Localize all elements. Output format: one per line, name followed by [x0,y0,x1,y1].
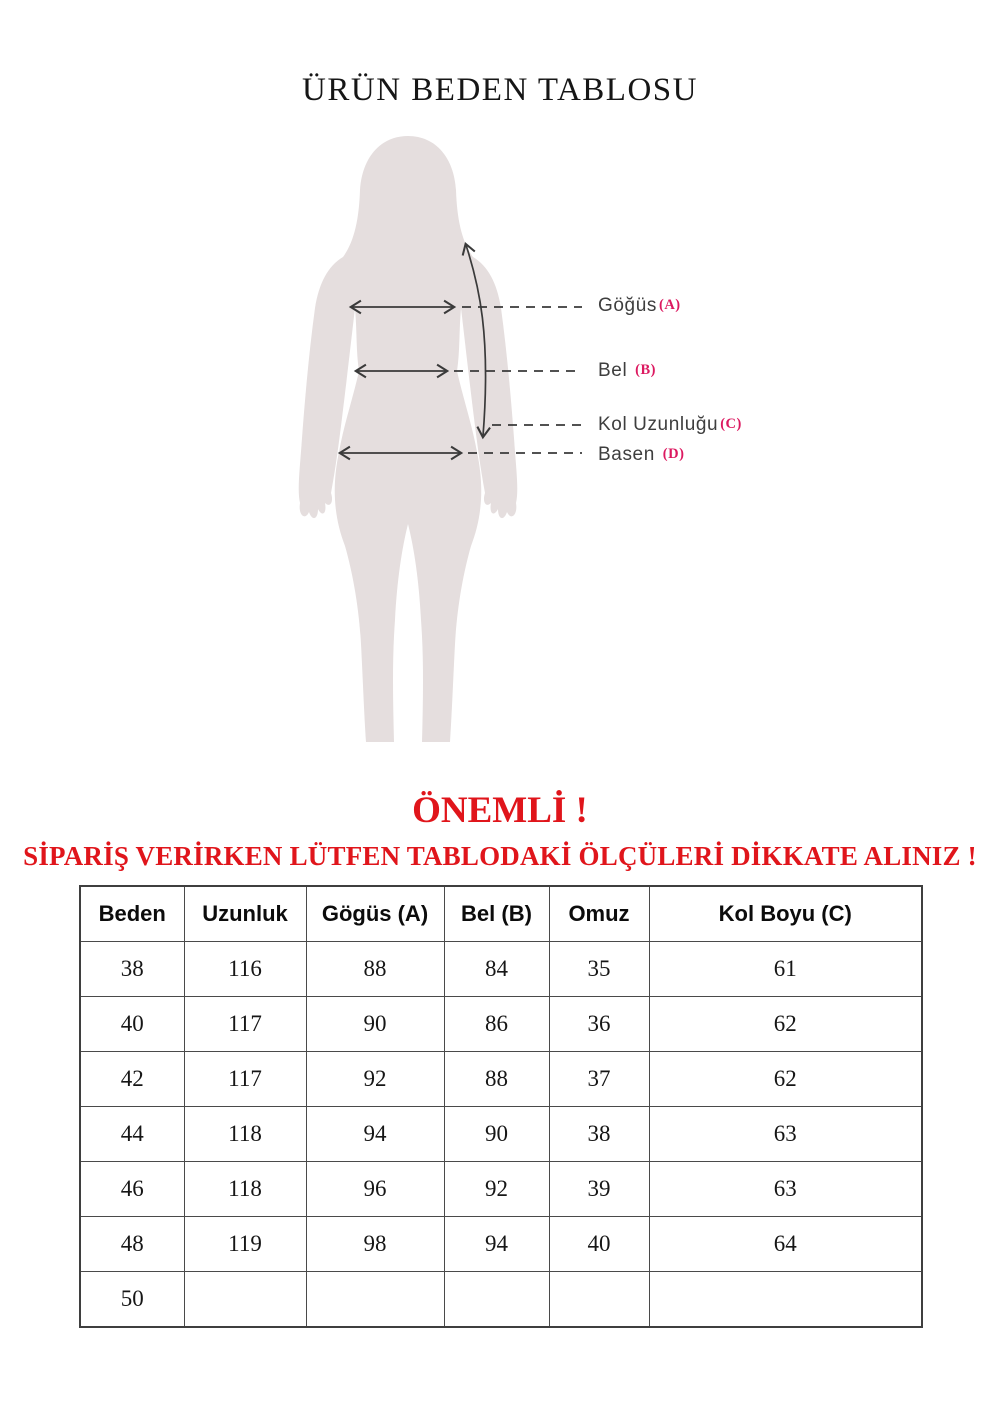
size-table-header-cell: Bel (B) [444,886,549,942]
table-cell [184,1272,306,1328]
measurement-label-hips-text: Basen [598,444,655,465]
table-row [80,942,922,997]
size-table-header-cell: Uzunluk [184,886,306,942]
table-cell: 94 [306,1107,444,1162]
measurement-label-waist-code: (B) [635,362,656,378]
table-cell: 92 [444,1162,549,1217]
table-cell: 117 [184,997,306,1052]
table-cell: 118 [184,1107,306,1162]
table-cell [444,1272,549,1328]
table-cell: 62 [649,997,922,1052]
table-row [80,1107,922,1162]
size-table-header-cell: Omuz [549,886,649,942]
page-title: ÜRÜN BEDEN TABLOSU [302,72,698,108]
table-row [80,1217,922,1272]
table-cell: 42 [80,1052,184,1107]
table-cell: 98 [306,1217,444,1272]
table-cell: 48 [80,1217,184,1272]
table-cell: 46 [80,1162,184,1217]
measurement-label-chest-code: (A) [658,297,681,313]
table-cell: 50 [80,1272,184,1328]
table-cell: 90 [306,997,444,1052]
measurement-label-chest-text: Göğüs [598,295,657,316]
table-cell: 90 [444,1107,549,1162]
table-cell: 118 [184,1162,306,1217]
table-cell: 38 [549,1107,649,1162]
table-cell: 119 [184,1217,306,1272]
measurement-label-waist-text: Bel [598,360,628,381]
size-table-header-cell: Beden [80,886,184,942]
table-cell: 84 [444,942,549,997]
table-cell: 62 [649,1052,922,1107]
table-cell: 64 [649,1217,922,1272]
table-cell: 92 [306,1052,444,1107]
measurement-label-arm-length [598,414,742,437]
measurement-label-arm-length-text: Kol Uzunluğu [598,414,719,435]
size-table-body [80,942,922,1328]
measurement-label-arm-length-code: (C) [720,416,742,432]
measurement-label-waist [598,360,656,383]
table-cell: 94 [444,1217,549,1272]
measurement-label-chest [598,295,681,318]
table-cell [549,1272,649,1328]
table-cell: 63 [649,1107,922,1162]
table-cell: 38 [80,942,184,997]
order-warning-text: SİPARİŞ VERİRKEN LÜTFEN TABLODAKİ ÖLÇÜLERİ DİKKATE ALINIZ ! [23,841,977,871]
table-row [80,1162,922,1217]
size-table [79,885,923,1328]
table-cell: 86 [444,997,549,1052]
measurement-label-hips [598,444,684,467]
table-row [80,1052,922,1107]
table-row [80,1272,922,1328]
size-table-header-cell: Gögüs (A) [306,886,444,942]
table-cell: 44 [80,1107,184,1162]
size-table-header-cell: Kol Boyu (C) [649,886,922,942]
measurement-label-hips-code: (D) [662,446,685,462]
table-cell: 117 [184,1052,306,1107]
table-cell: 116 [184,942,306,997]
size-table-header-row [80,886,922,942]
table-cell: 36 [549,997,649,1052]
body-silhouette [299,136,518,742]
table-cell: 61 [649,942,922,997]
table-cell: 88 [444,1052,549,1107]
table-cell: 39 [549,1162,649,1217]
table-cell [306,1272,444,1328]
table-cell: 63 [649,1162,922,1217]
table-cell: 88 [306,942,444,997]
table-cell: 37 [549,1052,649,1107]
table-cell: 96 [306,1162,444,1217]
table-cell [649,1272,922,1328]
important-heading: ÖNEMLİ ! [412,790,588,831]
table-cell: 40 [80,997,184,1052]
table-cell: 35 [549,942,649,997]
table-row [80,997,922,1052]
table-cell: 40 [549,1217,649,1272]
